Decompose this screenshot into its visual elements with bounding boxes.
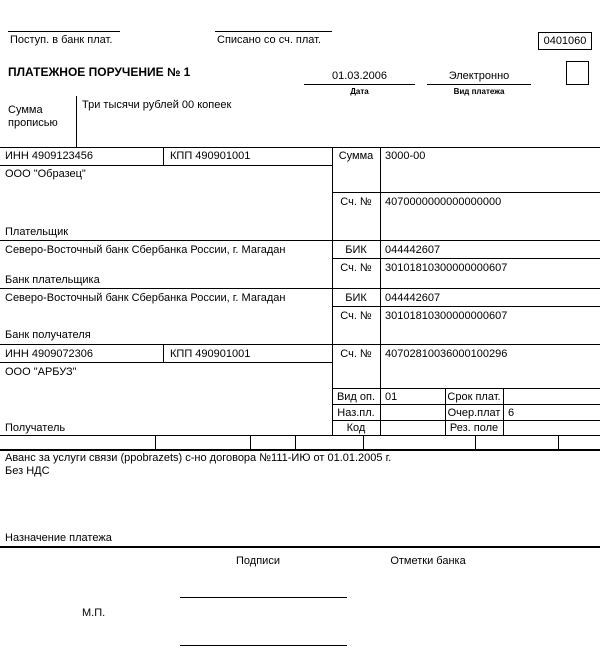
payer-bank-account-label: Сч. № bbox=[340, 262, 372, 274]
payer-innkpp-line bbox=[0, 165, 332, 166]
table-line-top bbox=[0, 147, 600, 148]
payee-name: ООО "АРБУЗ" bbox=[5, 366, 77, 378]
tax-strip-divider-6 bbox=[558, 435, 559, 449]
vid-op-row-line bbox=[332, 388, 600, 389]
payer-inn: ИНН 4909123456 bbox=[5, 150, 94, 162]
payer-innkpp-divider bbox=[163, 147, 164, 165]
status-checkbox bbox=[566, 61, 589, 85]
payer-section-line bbox=[0, 240, 600, 241]
bank-marks-label: Отметки банка bbox=[390, 555, 466, 567]
date-label: Дата bbox=[350, 87, 369, 96]
payee-account-label: Сч. № bbox=[340, 348, 372, 360]
payee-innkpp-divider bbox=[163, 344, 164, 362]
payer-bank-account-value: 30101810300000000607 bbox=[385, 262, 508, 274]
payer-label: Плательщик bbox=[5, 226, 69, 238]
srok-plat-label: Срок плат. bbox=[447, 391, 501, 403]
payee-bank-account-label: Сч. № bbox=[340, 310, 372, 322]
purpose-bottom-line bbox=[0, 546, 600, 548]
payer-account-value: 4070000000000000000 bbox=[385, 196, 502, 208]
naz-pl-row-line bbox=[332, 404, 600, 405]
payment-type-value: Электронно bbox=[448, 70, 510, 82]
sum-row-line bbox=[332, 192, 600, 193]
payer-kpp: КПП 490901001 bbox=[170, 150, 251, 162]
kod-label: Код bbox=[346, 422, 366, 434]
received-stamp-label: Поступ. в банк плат. bbox=[10, 34, 113, 46]
payer-bank-section-line bbox=[0, 288, 600, 289]
purpose-line1: Аванс за услуги связи (ppobrazets) с-но договора №111-ИЮ от 01.01.2005 г. bbox=[5, 452, 392, 464]
debited-stamp-line bbox=[215, 31, 332, 32]
payee-bank-name: Северо-Восточный банк Сбербанка России, г. Магадан bbox=[5, 292, 286, 304]
payee-inn: ИНН 4909072306 bbox=[5, 348, 94, 360]
purpose-line2: Без НДС bbox=[5, 465, 50, 477]
kod-row-line bbox=[332, 420, 600, 421]
amount-words-value: Три тысячи рублей 00 копеек bbox=[82, 99, 232, 111]
vid-op-label: Вид оп. bbox=[336, 391, 376, 403]
payer-bik-line bbox=[332, 258, 600, 259]
payee-kpp: КПП 490901001 bbox=[170, 348, 251, 360]
payment-type-underline bbox=[427, 84, 531, 85]
page-title: ПЛАТЕЖНОЕ ПОРУЧЕНИЕ № 1 bbox=[8, 65, 191, 79]
sum-label: Сумма bbox=[338, 150, 374, 162]
srok-column-right-divider bbox=[503, 388, 504, 435]
payee-bank-account-value: 30101810300000000607 bbox=[385, 310, 508, 322]
payee-bank-section-line bbox=[0, 344, 600, 345]
payee-bank-bik-label: БИК bbox=[345, 292, 367, 304]
payee-label: Получатель bbox=[5, 422, 66, 434]
payee-bank-label: Банк получателя bbox=[5, 329, 91, 341]
payer-name: ООО "Образец" bbox=[5, 168, 86, 180]
stamp-place-label: М.П. bbox=[82, 607, 106, 619]
naz-pl-label: Наз.пл. bbox=[337, 407, 375, 419]
payer-bank-name: Северо-Восточный банк Сбербанка России, г. Магадан bbox=[5, 244, 286, 256]
tax-strip-divider-5 bbox=[475, 435, 476, 449]
sum-value: 3000-00 bbox=[385, 150, 426, 162]
amount-words-divider bbox=[76, 96, 77, 147]
payee-innkpp-line bbox=[0, 362, 332, 363]
signatures-label: Подписи bbox=[236, 555, 280, 567]
payer-bank-bik-value: 044442607 bbox=[385, 244, 441, 256]
date-value: 01.03.2006 bbox=[331, 70, 388, 82]
tax-strip-bottom-line bbox=[0, 449, 600, 451]
rez-pole-label: Рез. поле bbox=[449, 422, 499, 434]
tax-strip-divider-2 bbox=[250, 435, 251, 449]
ocher-plat-label: Очер.плат bbox=[447, 407, 501, 419]
payer-account-label: Сч. № bbox=[340, 196, 372, 208]
tax-strip-divider-1 bbox=[155, 435, 156, 449]
vid-op-value: 01 bbox=[385, 391, 398, 403]
label-column-right-divider bbox=[380, 147, 381, 435]
amount-words-label: Сумма прописью bbox=[8, 104, 58, 129]
signature-line-2 bbox=[180, 645, 347, 646]
received-stamp-line bbox=[8, 31, 120, 32]
form-code-box: 0401060 bbox=[538, 32, 592, 50]
payer-bank-label: Банк плательщика bbox=[5, 274, 100, 286]
payee-bik-line bbox=[332, 306, 600, 307]
ocher-plat-value: 6 bbox=[508, 407, 515, 419]
payee-section-line bbox=[0, 435, 600, 436]
debited-stamp-label: Списано со сч. плат. bbox=[217, 34, 322, 46]
signature-line-1 bbox=[180, 597, 347, 598]
payer-bank-bik-label: БИК bbox=[345, 244, 367, 256]
payee-account-value: 40702810036000100296 bbox=[385, 348, 508, 360]
payment-type-label: Вид платежа bbox=[453, 87, 505, 96]
tax-strip-divider-4 bbox=[363, 435, 364, 449]
tax-strip-divider-3 bbox=[295, 435, 296, 449]
payee-bank-bik-value: 044442607 bbox=[385, 292, 441, 304]
purpose-label: Назначение платежа bbox=[5, 532, 112, 544]
date-underline bbox=[304, 84, 415, 85]
